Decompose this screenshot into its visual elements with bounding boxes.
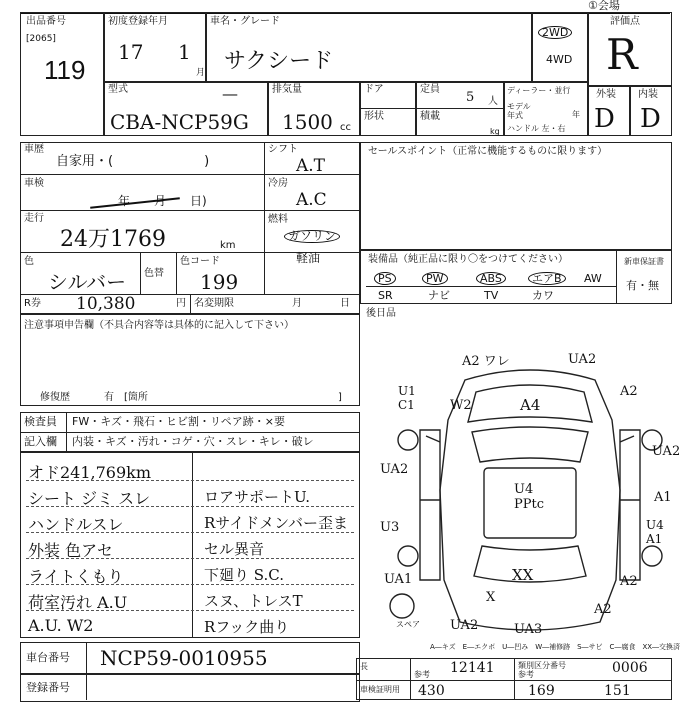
lot-sub: [2065] <box>26 34 56 44</box>
notes-label: 注意事項申告欄（不具合内容等は具体的に記入して下さい） <box>24 320 294 331</box>
drive-4wd: 4WD <box>546 53 573 66</box>
lot-number: 119 <box>44 55 86 85</box>
mark-u1c1: U1 C1 <box>398 384 416 412</box>
model-dash: — <box>222 84 238 103</box>
inspector-row1-label: 検査員 <box>24 415 57 428</box>
fuel-alt: 軽油 <box>296 251 321 265</box>
mark-u4-a1: U4 A1 <box>646 518 664 546</box>
first-reg-label: 初度登録年月 <box>108 16 168 27</box>
recycle-value: 10,380 <box>76 294 136 314</box>
recycle-label: R券 <box>24 298 41 309</box>
registration-label: 登録番号 <box>26 681 70 694</box>
mark-u3: U3 <box>380 520 400 535</box>
repair-place: [箇所 <box>124 392 148 403</box>
mileage-value: 24万1769 <box>60 227 166 252</box>
color-code-label: 色コード <box>180 256 220 267</box>
equip-airbag: エアB <box>528 272 566 285</box>
equip-leather: カワ <box>532 289 554 302</box>
month-unit: 月 <box>196 68 206 78</box>
lot-label: 出品番号 <box>26 16 66 27</box>
color-code-value: 199 <box>200 270 239 294</box>
mark-a1: A1 <box>654 490 672 505</box>
class-label: 類別区分番号 <box>518 661 566 670</box>
warranty-label: 新車保証書 <box>624 257 664 266</box>
length-value: 12141 <box>450 660 495 676</box>
handle-label: ハンドル 左・右 <box>507 124 566 133</box>
payload-label: 積載 <box>420 111 440 122</box>
ac-value: A.C <box>296 190 327 210</box>
fuel-value: ガソリン <box>284 230 340 243</box>
mark-w2: W2 <box>450 398 472 413</box>
shape-label: 形状 <box>364 111 384 122</box>
score-value: R <box>606 30 638 79</box>
note-right-6: Rフック曲り <box>204 618 290 636</box>
note-left-6: 荷室汚れ A.U <box>28 593 128 612</box>
repair-value: 有 <box>104 392 114 403</box>
note-right-3: セル異音 <box>204 540 265 558</box>
back-seat-label: 後日品 <box>366 308 396 319</box>
history-label: 車歴 <box>24 144 44 155</box>
equip-abs: ABS <box>476 272 506 285</box>
repair-close: ] <box>338 392 342 403</box>
mark-u4-ppt: U4 PPtc <box>514 482 544 512</box>
dealer-label: ディーラー・並行 <box>507 86 571 95</box>
recycle-yen: 円 <box>176 298 186 309</box>
note-right-5: スヌ、トレスT <box>204 592 303 610</box>
width-value: 430 <box>418 683 445 699</box>
frame-label: 車台番号 <box>26 651 70 664</box>
color-value: シルバー <box>48 270 127 294</box>
displacement-label: 排気量 <box>272 84 302 95</box>
frame-value: NCP59-0010955 <box>100 646 268 670</box>
mileage-unit: km <box>220 240 236 251</box>
warranty-value: 有・無 <box>626 279 659 292</box>
mark-ua2-top: UA2 <box>568 352 597 367</box>
first-reg-year: 17 <box>118 40 144 64</box>
model-year-label: モデル年式 <box>507 102 531 120</box>
ref-label: 参考 <box>414 670 430 679</box>
equipment-label: 装備品（純正品に限り〇をつけてください） <box>368 254 568 265</box>
note-left-1: オド241,769km <box>28 463 152 482</box>
weight-value: 151 <box>604 683 631 699</box>
height-value: 169 <box>528 683 555 699</box>
spare-label: スペア <box>396 620 420 629</box>
mark-x: X <box>486 590 496 605</box>
car-name-label: 車名・グレード <box>210 16 280 27</box>
note-right-2: Rサイドメンバー歪ま <box>204 514 349 532</box>
mark-ua3: UA3 <box>514 622 543 637</box>
note-left-2: シート ジミ スレ <box>28 489 151 508</box>
color-label: 色 <box>24 256 34 267</box>
mark-a2-right: A2 <box>620 384 638 399</box>
equip-tv: TV <box>484 289 499 302</box>
year-unit: 年 <box>572 110 580 119</box>
note-right-1: ロアサポートU. <box>204 488 311 506</box>
mark-a2-corner: A2 <box>620 574 638 589</box>
shift-label: シフト <box>268 144 298 155</box>
mark-a4: A4 <box>520 396 541 414</box>
model-value: CBA-NCP59G <box>110 110 249 134</box>
exterior-label: 外装 <box>596 89 616 100</box>
equip-pw: PW <box>422 272 448 285</box>
score-label: 評価点 <box>610 16 640 27</box>
inspection-value: 年 月 日) <box>118 194 207 208</box>
mark-ua1: UA1 <box>384 572 413 587</box>
equip-sr: SR <box>378 289 393 302</box>
color-no-label: 色替 <box>144 268 164 279</box>
payload-unit: kg <box>490 127 500 136</box>
class-value: 0006 <box>612 660 648 676</box>
top-right-note: ①会場 <box>588 0 620 12</box>
car-name: サクシード <box>224 49 334 74</box>
mark-ua2-right: UA2 <box>652 444 681 459</box>
model-label: 型式 <box>108 84 128 95</box>
mark-a2-bottom-right: A2 <box>594 602 612 617</box>
drive-2wd: 2WD <box>538 26 572 39</box>
inspector-row2-label: 記入欄 <box>24 435 57 448</box>
sales-point-label: セールスポイント（正常に機能するものに限ります） <box>368 146 608 157</box>
mark-a2-ware: A2 ワレ <box>462 354 510 369</box>
inspector-row2-items: 内装・キズ・汚れ・コゲ・穴・スレ・キレ・破レ <box>72 435 314 448</box>
diagram-legend: A―キズ E―エクボ U―凹み W―補修跡 S―サビ C―腐食 XX―交換済 <box>430 643 681 651</box>
displacement-value: 1500 <box>282 110 333 134</box>
inspection-label: 車検 <box>24 178 44 189</box>
history-value: 自家用・( ) <box>56 154 210 169</box>
length-label: 長 <box>360 662 368 671</box>
door-label: ドア <box>364 84 384 95</box>
capacity-label: 定員 <box>420 84 440 95</box>
displacement-unit: cc <box>340 122 351 133</box>
shift-value: A.T <box>296 156 326 176</box>
mark-ua2-bottom: UA2 <box>450 618 479 633</box>
name-limit-month: 月 <box>292 298 302 309</box>
note-left-7: A.U. W2 <box>28 616 94 635</box>
note-right-4: 下廻り S.C. <box>204 566 284 584</box>
ref-label-2: 参考 <box>518 670 534 679</box>
mark-xx: XX <box>512 566 534 584</box>
equip-navi: ナビ <box>428 289 450 302</box>
inspector-row1-items: FW・キズ・飛石・ヒビ割・リペア跡・×要 <box>72 415 285 428</box>
mark-ua2-left: UA2 <box>380 462 409 477</box>
exterior-value: D <box>594 104 615 134</box>
width-label: 車検証明用 <box>360 685 400 694</box>
ac-label: 冷房 <box>268 178 288 189</box>
capacity-value: 5 <box>466 90 475 105</box>
equip-ps: PS <box>374 272 396 285</box>
note-left-3: ハンドルスレ <box>28 515 124 534</box>
equip-aw: AW <box>584 272 602 285</box>
note-left-4: 外装 色アセ <box>28 541 113 560</box>
first-reg-month: 1 <box>178 40 191 64</box>
repair-label: 修復歴 <box>40 392 70 403</box>
capacity-unit: 人 <box>488 96 498 107</box>
mileage-label: 走行 <box>24 213 44 224</box>
name-limit-day: 日 <box>340 298 350 309</box>
fuel-label: 燃料 <box>268 214 288 225</box>
note-left-5: ライトくもり <box>28 567 124 586</box>
interior-value: D <box>640 104 661 134</box>
name-limit-label: 名変期限 <box>194 298 234 309</box>
interior-label: 内装 <box>638 89 658 100</box>
